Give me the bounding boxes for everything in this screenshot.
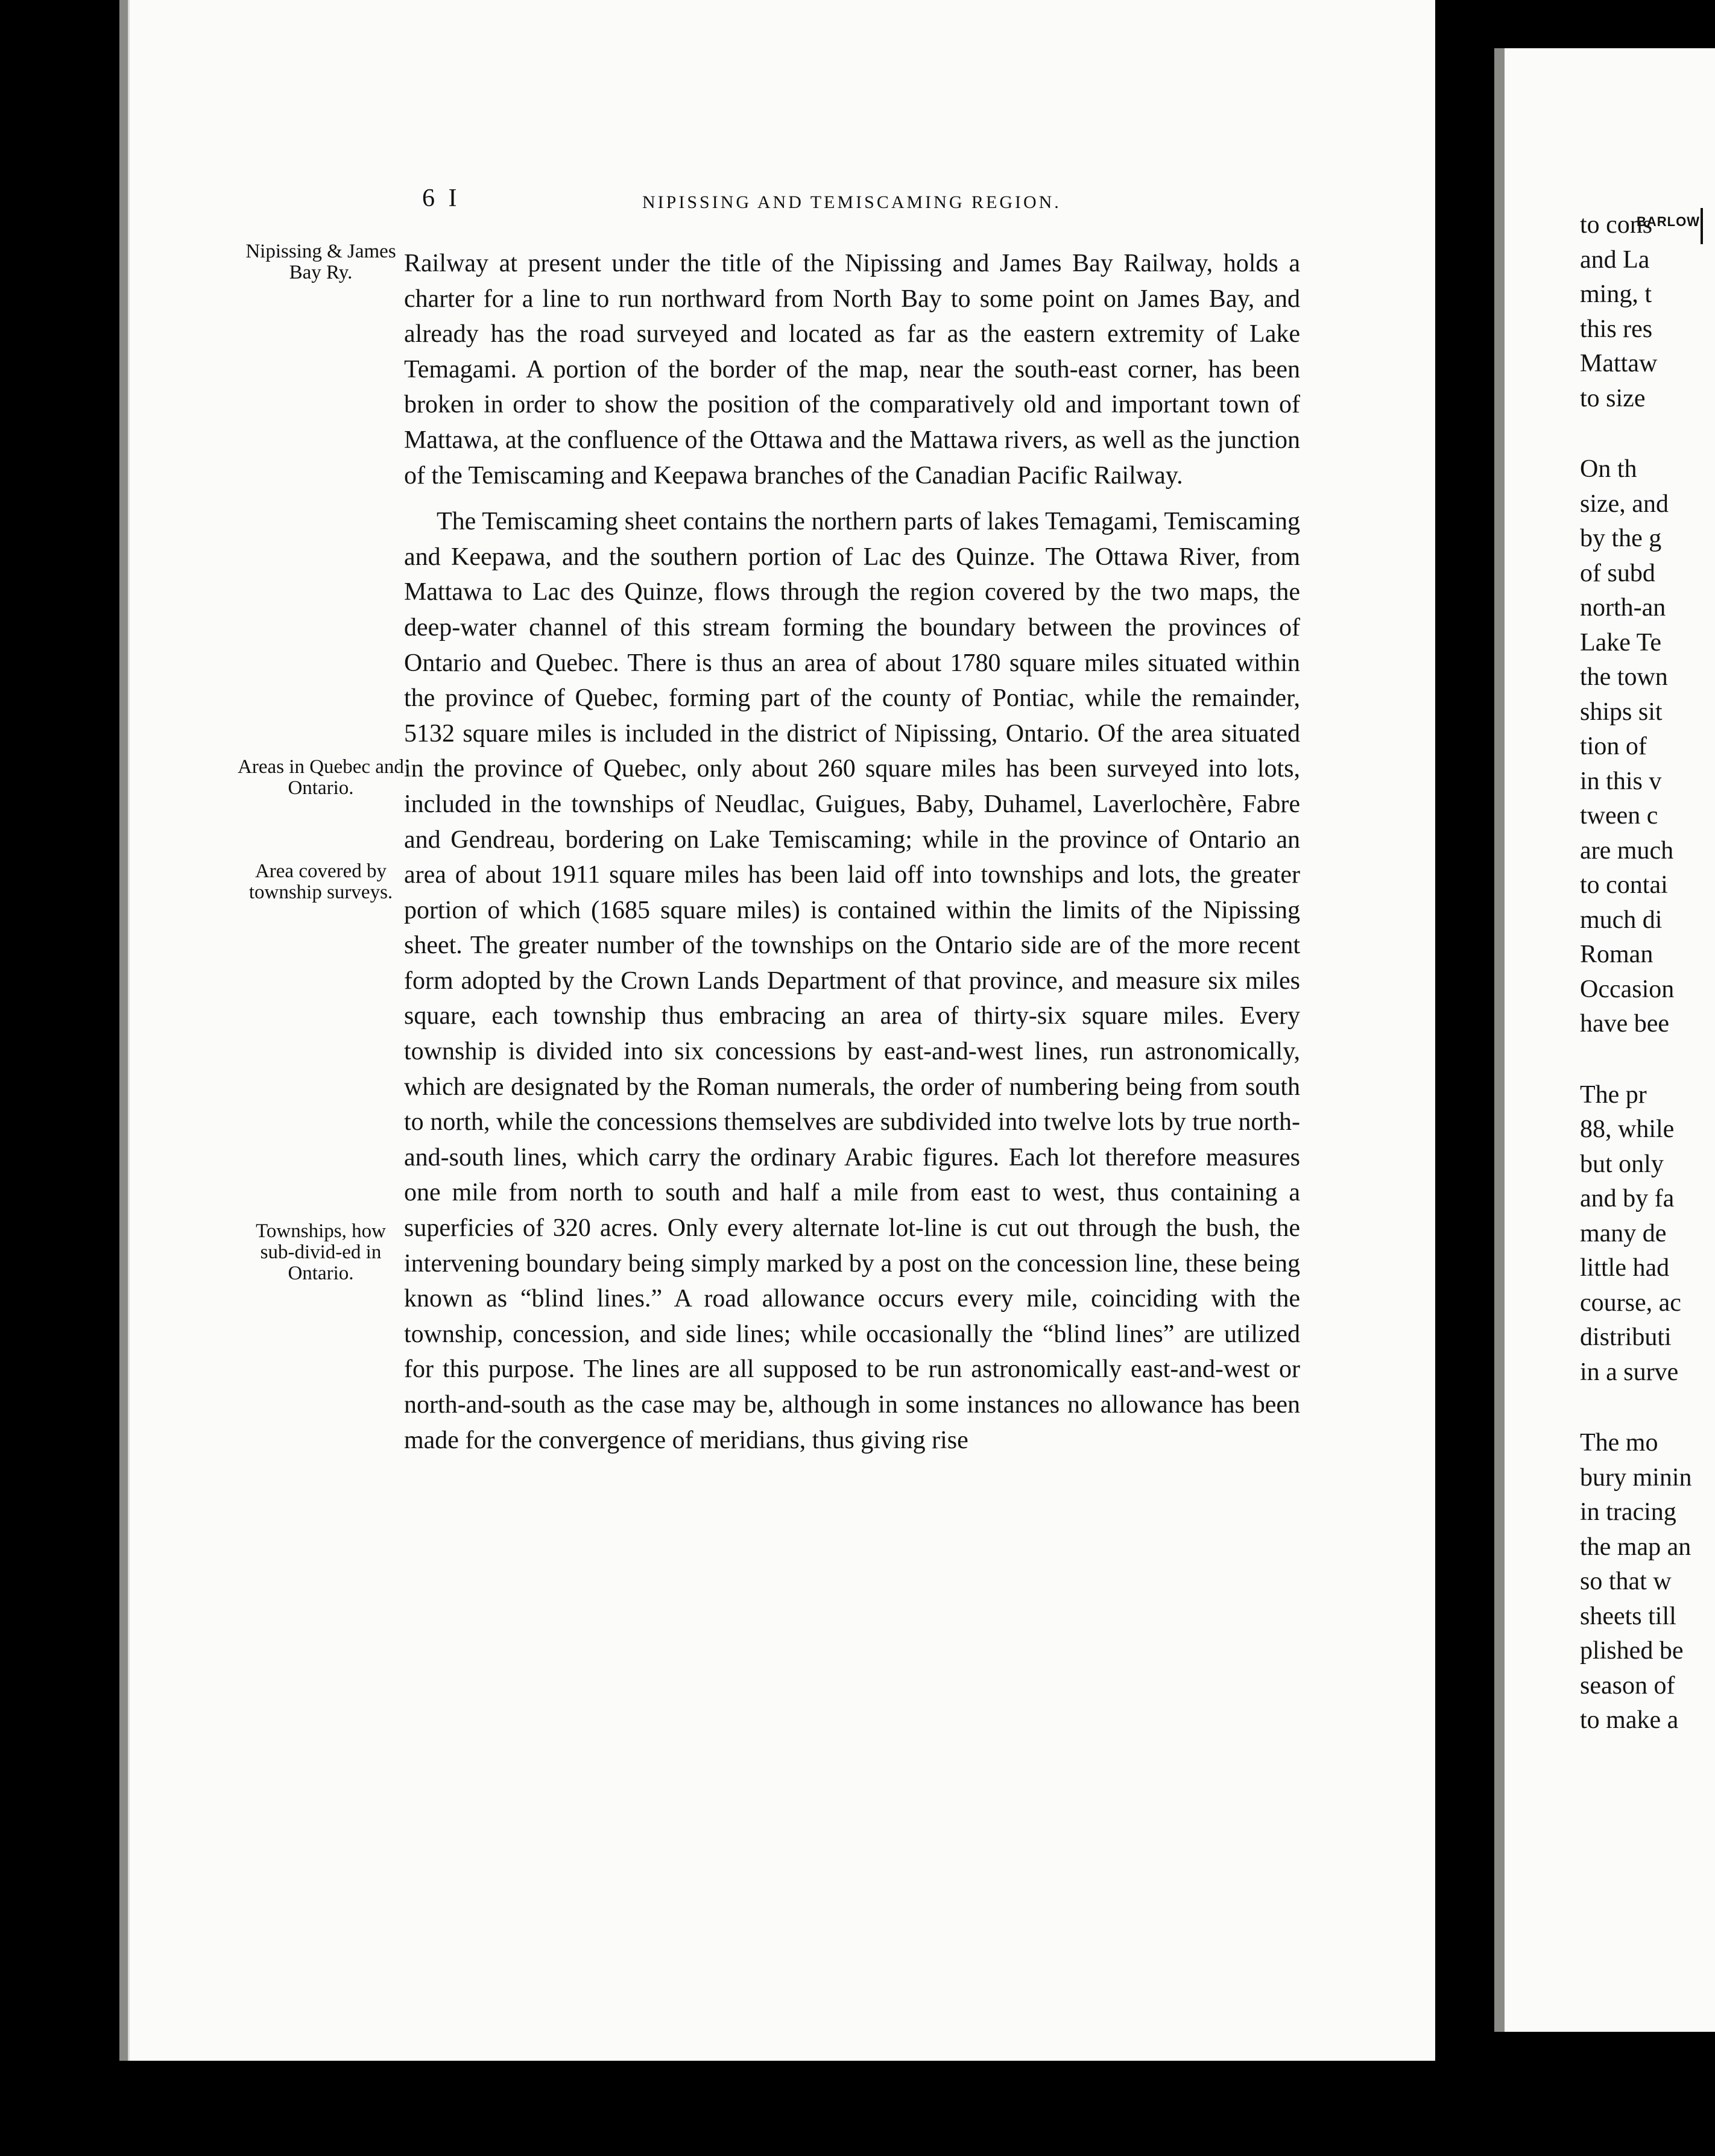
paragraph: Railway at present under the title of the Nipissing and James Bay Railway, holds a charter for a line to run northward from North Bay to some point on James Bay, and already has the road surveyed and located as far as the eastern extremity of Lake Temagami. A portion of the border of the map, near the south-east corner, has been broken in order to show the position of the comparatively old and important town of Mattawa, at the confluence of the Ottawa and the Mattawa rivers, as well as the junction of the Temiscaming and Keepawa branches of the Canadian Pacific Railway.: [404, 250, 1300, 490]
text-line: much di: [1580, 906, 1663, 934]
text-line: the town: [1580, 663, 1668, 691]
body-text: [404, 246, 1300, 1469]
text-line: tion of: [1580, 733, 1647, 760]
left-page-edge: [119, 0, 128, 2061]
paragraph: The Temiscaming sheet contains the northern parts of lakes Temagami, Temiscaming and Keepawa, and the southern portion of Lac des Quinze. The Ottawa River, from Mattawa to Lac des Quinze, flows through the region covered by the two maps, the deep-water channel of this stream forming the boundary between the provinces of Ontario and Quebec. There is thus an area of about 1780 square miles situated within the province of Quebec, forming part of the county of Pontiac, while the remainder, 5132 square miles is included in the district of Nipissing, Ontario. Of the area situated in the province of Quebec, only about 260 square miles has been surveyed into lots, included in the townships of Neudlac, Guigues, Baby, Duhamel, Laverlochère, Fabre and Gendreau, bordering on Lake Temiscaming; while in the province of Ontario an area of about 1911 square miles has been laid off into townships and lots, the greater portion of which (1685 square miles) is contained within the limits of the Nipissing sheet. The greater number of the townships on the Ontario side are of the more recent form adopted by the Crown Lands Department of that province, and measure six miles square, each township thus embracing an area of thirty-six square miles. Every township is divided into six concessions by east-and-west lines, run astronomically, which are designated by the Roman numerals, the order of numbering being from south to north, while the concessions themselves are subdivided into twelve lots by true north-and-south lines, which carry the ordinary Arabic figures. Each lot therefore measures one mile from north to south and half a mile from east to west, thus containing a superficies of 320 acres. Only every alternate lot-line is cut out through the bush, the intervening boundary being simply marked by a post on the concession line, these being known as “blind lines.” A road allowance occurs every mile, coinciding with the township, concession, and side lines; while occasionally the “blind lines” are utilized for this purpose. The lines are all supposed to be run astronomically east-and-west or north-and-south as the case may be, although in some instances no allowance has been made for the convergence of meridians, thus giving rise: [404, 508, 1300, 1454]
page-number: 6 I: [422, 184, 461, 212]
paragraph-gap: [1580, 416, 1715, 452]
text-line: Occasion: [1580, 975, 1675, 1003]
text-line: have bee: [1580, 1010, 1670, 1038]
text-line: to make a: [1580, 1706, 1679, 1734]
paragraph-gap: [1580, 1390, 1715, 1426]
text-line: tween c: [1580, 802, 1658, 830]
paragraph-gap: [1580, 1042, 1715, 1078]
text-line: size, and: [1580, 490, 1669, 518]
text-line: ming, t: [1580, 280, 1652, 308]
text-line: course, ac: [1580, 1288, 1681, 1317]
text-line: little had: [1580, 1254, 1670, 1282]
text-line: by the g: [1580, 525, 1662, 552]
text-line: 88, while: [1580, 1115, 1675, 1143]
text-line: sheets till: [1580, 1602, 1676, 1630]
text-line: but only: [1580, 1150, 1664, 1178]
text-line: distributi: [1580, 1323, 1672, 1351]
text-line: Mattaw: [1580, 350, 1658, 377]
right-running-head: BARLOW: [1637, 214, 1700, 229]
right-page-text: [1580, 208, 1715, 1738]
text-line: The mo: [1580, 1429, 1658, 1457]
text-line: and La: [1580, 245, 1650, 274]
sidenote-subdivision: Townships, how sub-divid-ed in Ontario.: [256, 1220, 386, 1284]
text-line: many de: [1580, 1219, 1667, 1247]
text-line: On th: [1580, 455, 1637, 483]
text-line: plished be: [1580, 1637, 1684, 1665]
text-line: the map an: [1580, 1533, 1691, 1561]
text-line: in a surve: [1580, 1358, 1679, 1386]
text-line: to contai: [1580, 871, 1668, 899]
text-line: to cons: [1580, 211, 1653, 239]
text-line: season of: [1580, 1671, 1675, 1700]
text-line: Roman: [1580, 941, 1653, 968]
text-line: of subd: [1580, 559, 1655, 587]
text-line: this res: [1580, 315, 1653, 343]
text-line: The pr: [1580, 1080, 1647, 1109]
text-line: in tracing: [1580, 1498, 1676, 1526]
sidenote-areas: Areas in Quebec and Ontario.: [238, 756, 404, 799]
text-line: north-an: [1580, 594, 1666, 622]
right-page-edge: [1494, 48, 1505, 2032]
text-line: bury minin: [1580, 1463, 1692, 1492]
text-line: Lake Te: [1580, 628, 1662, 657]
text-line: in this v: [1580, 767, 1662, 795]
sidenote-township-surveys: Area covered by township surveys.: [248, 860, 393, 903]
running-head: [422, 184, 1495, 219]
text-line: so that w: [1580, 1568, 1672, 1595]
text-line: to size: [1580, 384, 1646, 412]
sidenote-nipissing-railway: Nipissing & James Bay Ry.: [245, 241, 396, 283]
text-line: ships sit: [1580, 698, 1663, 726]
text-line: are much: [1580, 836, 1674, 865]
text-line: and by fa: [1580, 1185, 1675, 1212]
running-title: NIPISSING AND TEMISCAMING REGION.: [642, 192, 1061, 212]
